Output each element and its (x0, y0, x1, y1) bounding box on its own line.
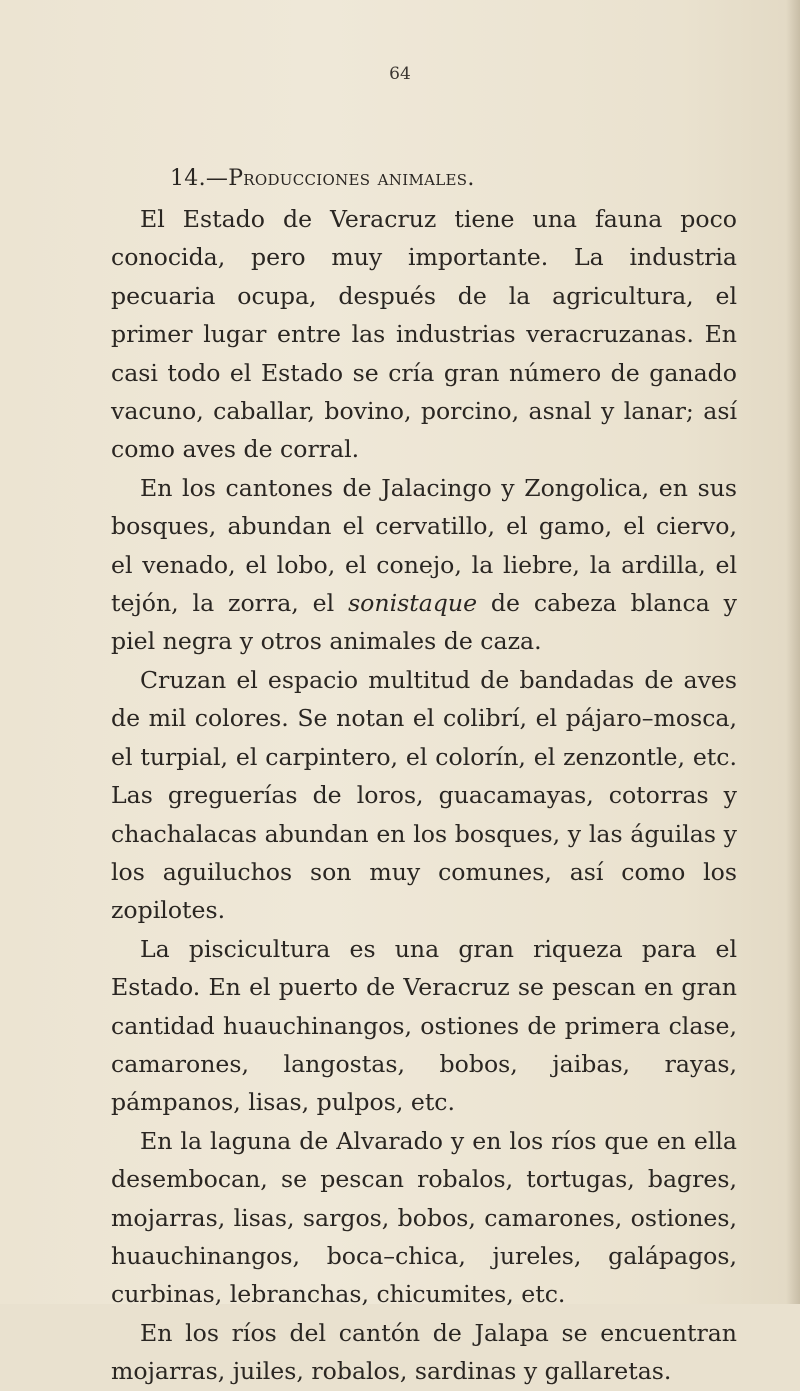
section-title: Producciones animales. (228, 166, 475, 191)
section-heading (170, 166, 475, 191)
page-number: 64 (389, 64, 411, 84)
species-name-italic: sonistaque (348, 589, 478, 618)
page-edge-shadow (786, 0, 800, 1304)
paragraph-2 (111, 469, 737, 661)
body-text (111, 200, 737, 1391)
paragraph-2-start: En los cantones de Jalacingo y Zongolica, en sus bosques, abundan el cervatillo, el gamo, el ciervo, el venado, el lobo, el conejo, la liebre, la ardilla, el tejón, la zorra, el (111, 473, 737, 618)
paragraph-6: En los ríos del cantón de Jalapa se encuentran mojarras, juiles, robalos, sardinas y gallaretas. (111, 1318, 737, 1386)
paragraph-3: Cruzan el espacio multitud de bandadas de aves de mil colores. Se notan el colibrí, el pájaro–mosca, el turpial, el carpintero, el colorín, el zenzontle, etc. Las greguerías de loros, guacamayas, cotorras y chachalacas abundan en los bosques, y las águilas y los aguiluchos son muy comunes, así como los zopilotes. (111, 665, 737, 925)
paragraph-2-end: de cabeza blanca y piel negra y otros animales de caza. (111, 589, 737, 656)
paragraph-1: El Estado de Veracruz tiene una fauna poco conocida, pero muy importante. La industria pecuaria ocupa, después de la agricultura, el primer lugar entre las industrias veracruzanas. En casi todo el Estado se cría gran número de ganado vacuno, caballar, bovino, porcino, asnal y lanar; así como aves de corral. (111, 205, 737, 464)
paragraph-4: La piscicultura es una gran riqueza para el Estado. En el puerto de Veracruz se pescan en gran cantidad huauchinangos, ostiones de primera clase, camarones, langostas, bobos, jaibas, rayas, pámpanos, lisas, pulpos, etc. (111, 934, 737, 1117)
paragraph-5: En la laguna de Alvarado y en los ríos que en ella desembocan, se pescan robalos, tortugas, bagres, mojarras, lisas, sargos, bobos, camarones, ostiones, huauchinangos, boca–chica, jureles, galápagos, curbinas, lebranchas, chicumites, etc. (111, 1126, 737, 1309)
section-number: 14.— (170, 166, 229, 191)
